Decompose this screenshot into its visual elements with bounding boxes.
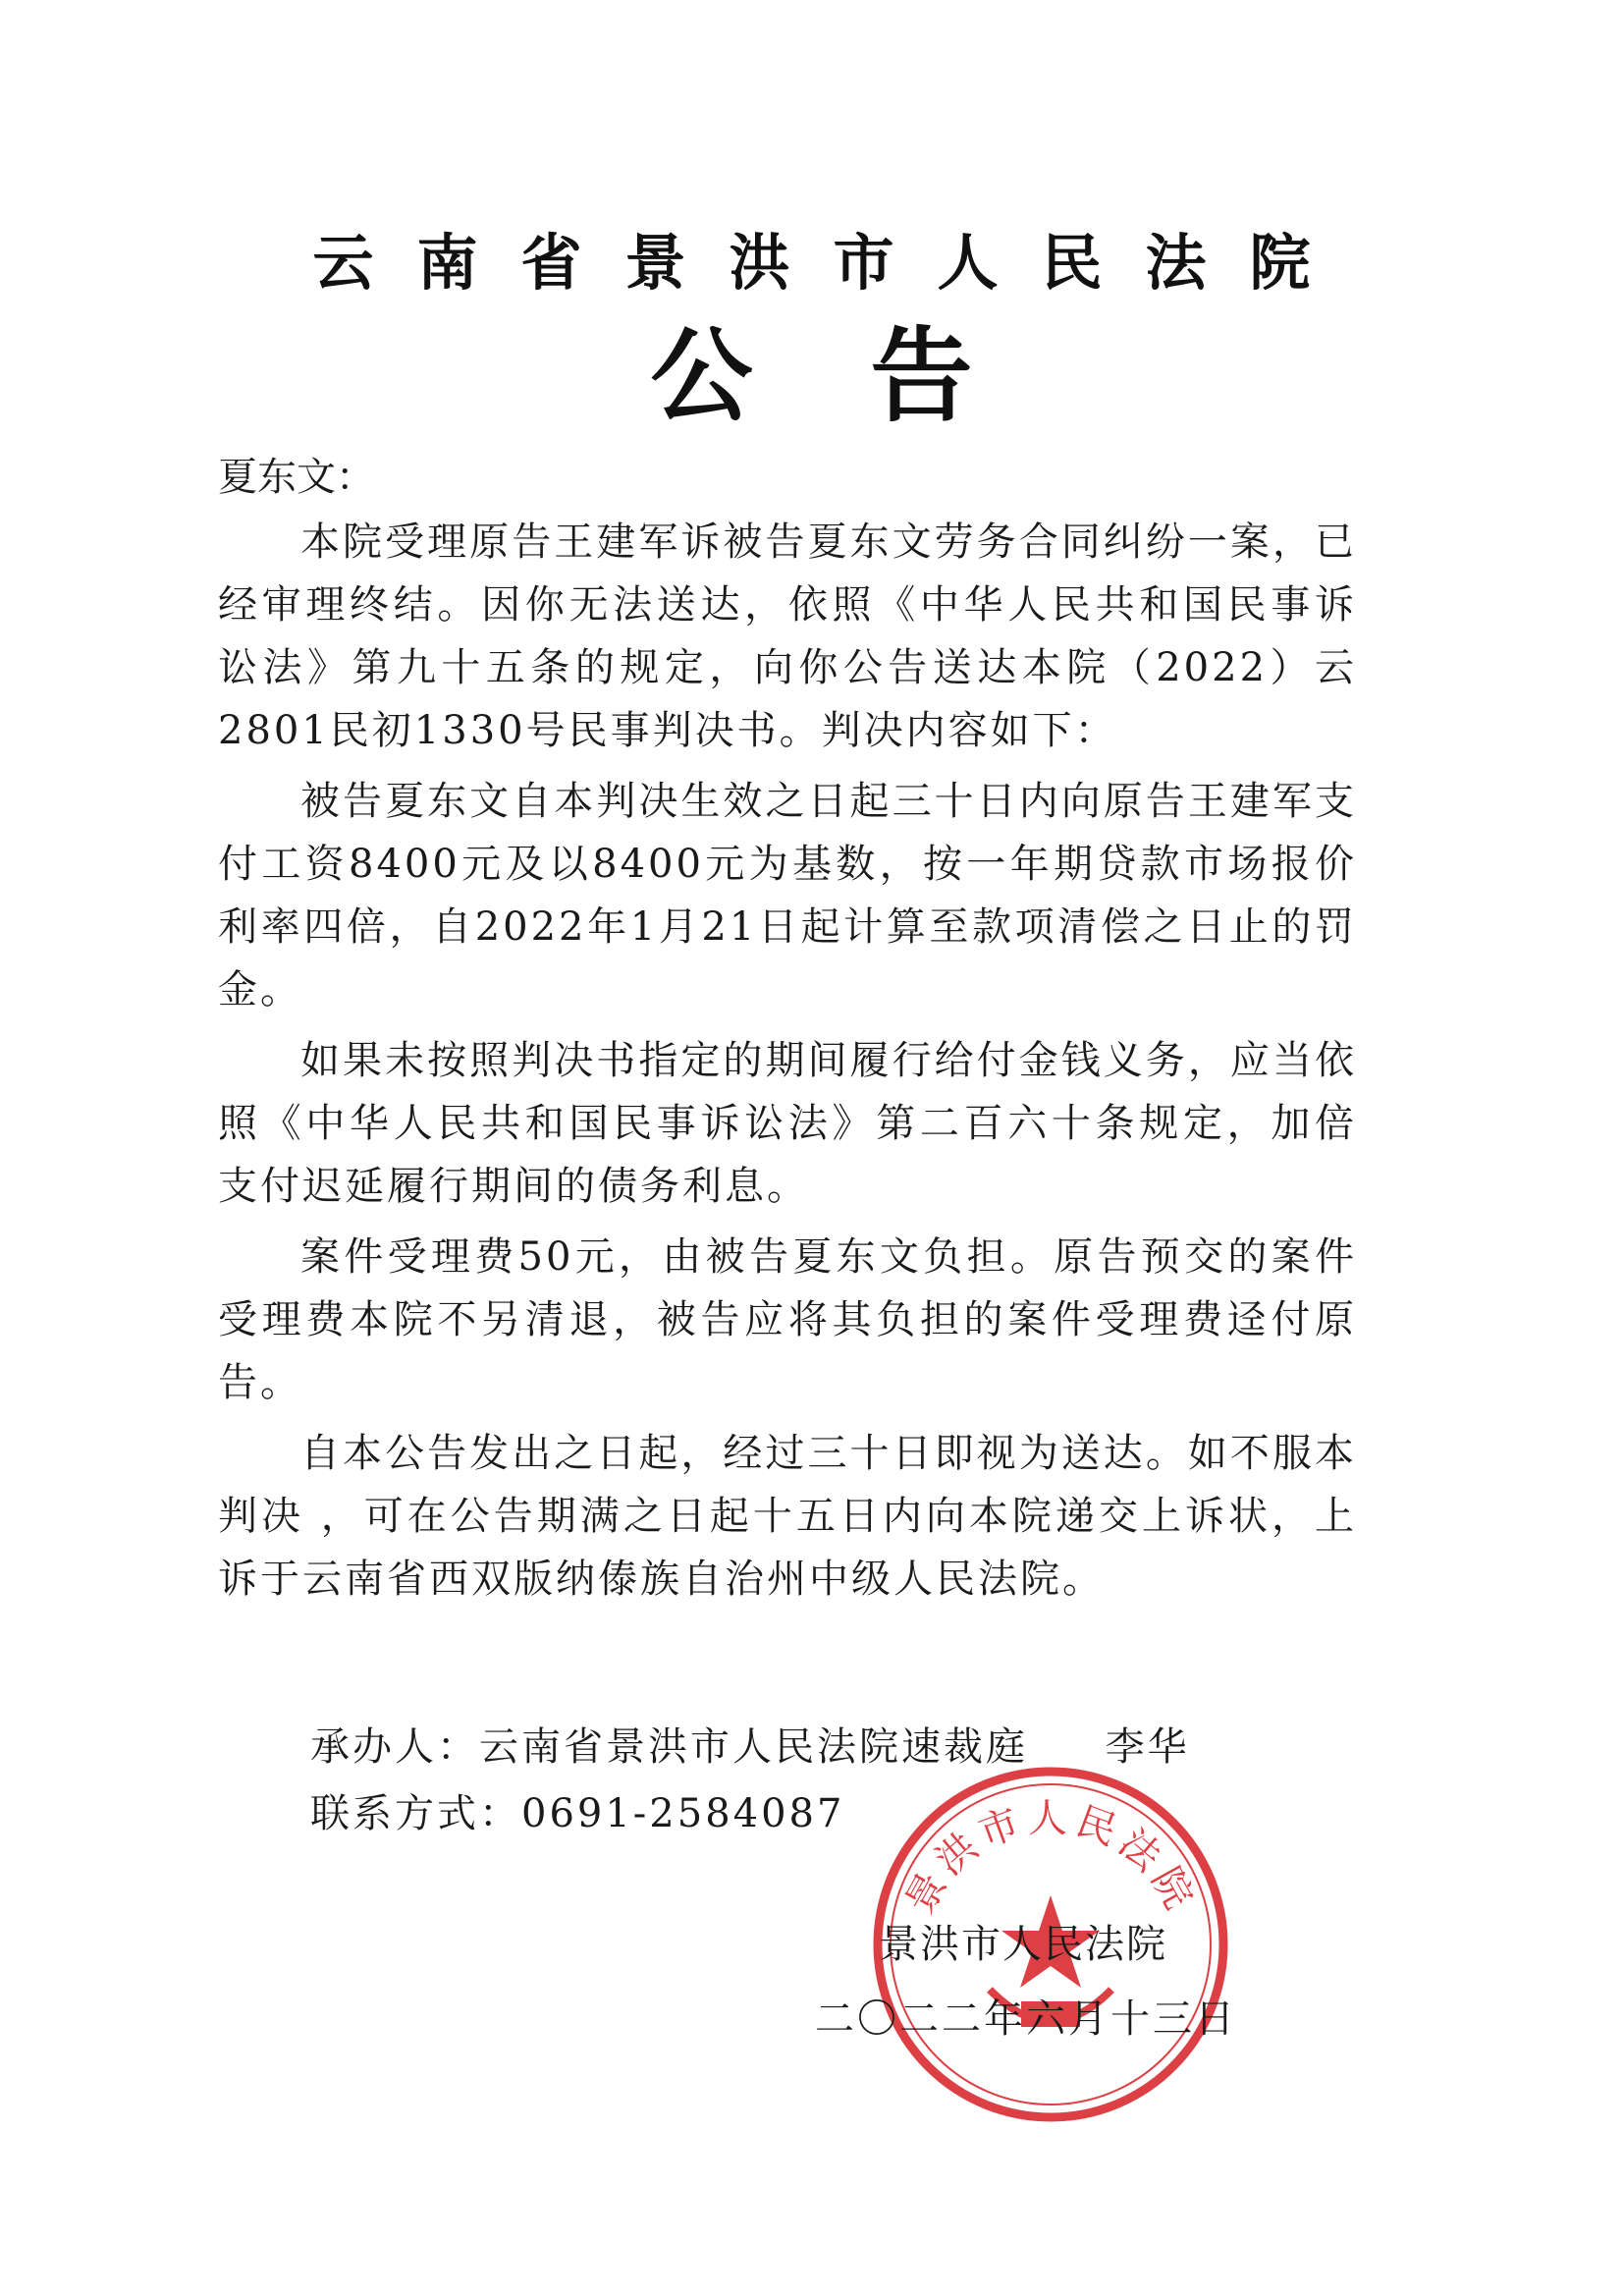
contact-info: 联系方式：0691-2584087 — [310, 1791, 845, 1836]
addressee: 夏东文： — [218, 455, 375, 500]
document-title: 公告 — [650, 316, 1091, 436]
signature-date: 二〇二二年六月十三日 — [815, 1996, 1237, 2042]
paragraph-judgment: 被告夏东文自本判决生效之日起三十日内向原告王建军支付工资8400元及以8400元为基数，按一年期贷款市场报价利率四倍，自2022年1月21日起计算至款项清偿之日止的罚金。 — [218, 779, 1357, 1012]
paragraph-late-performance: 如果未按照判决书指定的期间履行给付金钱义务，应当依照《中华人民共和国民事诉讼法》第二百六十条规定，加倍支付迟延履行期间的债务利息。 — [218, 1038, 1357, 1209]
paragraph-case-intro: 本院受理原告王建军诉被告夏东文劳务合同纠纷一案，已经审理终结。因你无法送达，依照《中华人民共和国民事诉讼法》第九十五条的规定，向你公告送达本院（2022）云2801民初1330号民事判决书。判决内容如下： — [218, 519, 1357, 753]
signature-court: 景洪市人民法院 — [879, 1922, 1167, 1967]
paragraph-case-fee: 案件受理费50元，由被告夏东文负担。原告预交的案件受理费本院不另清退，被告应将其负担的案件受理费迳付原告。 — [218, 1234, 1357, 1405]
case-handler: 承办人：云南省景洪市人民法院速裁庭 李华 — [310, 1724, 1190, 1770]
court-name-heading: 云南省景洪市人民法院 — [312, 227, 1354, 299]
paragraph-appeal: 自本公告发出之日起，经过三十日即视为送达。如不服本判决 ，可在公告期满之日起十五日内向本院递交上诉状，上诉于云南省西双版纳傣族自治州中级人民法院。 — [218, 1431, 1357, 1602]
seal-text: 景洪市人民法院 — [896, 1796, 1205, 1922]
notice-body — [218, 511, 1357, 1611]
